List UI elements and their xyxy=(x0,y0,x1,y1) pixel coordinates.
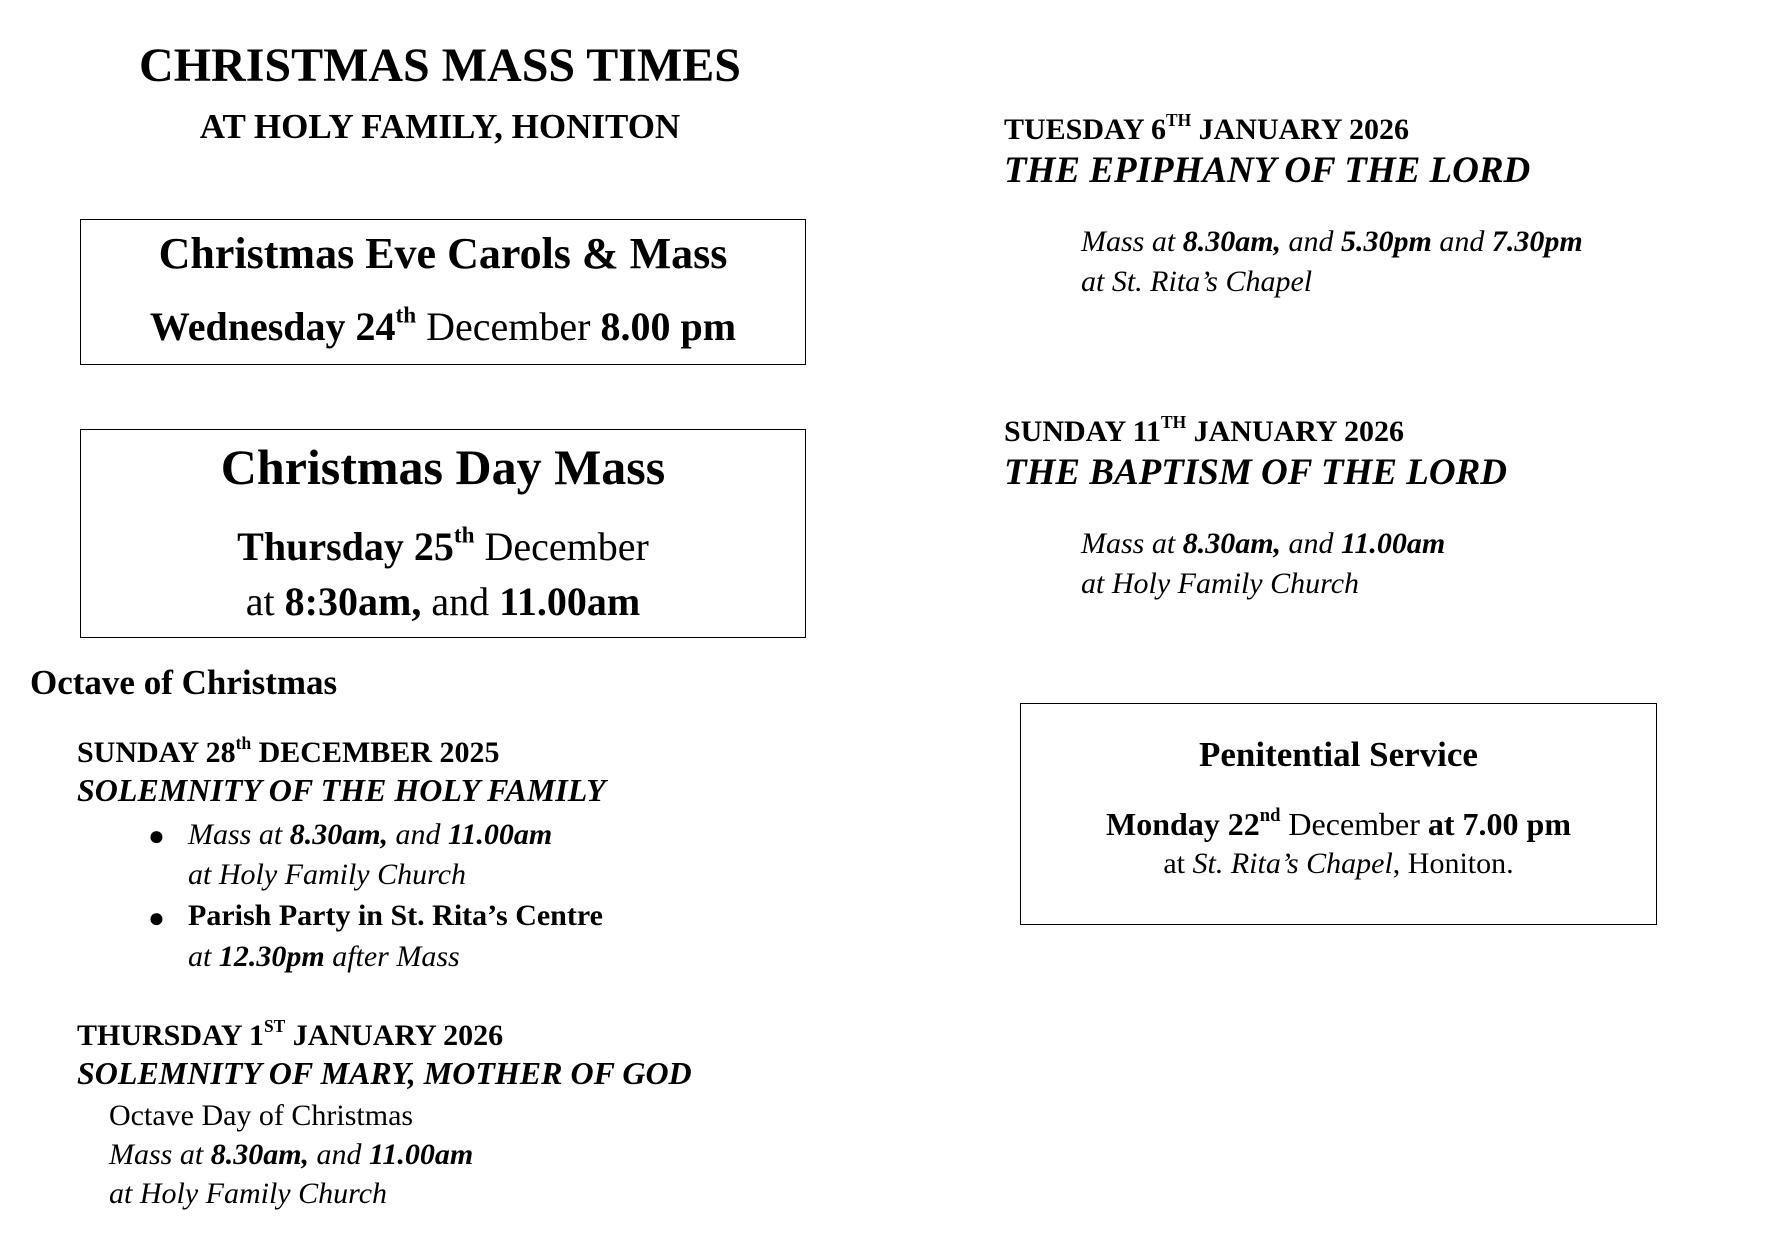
tuesday-jan-time2: 5.30pm xyxy=(1341,225,1432,258)
christmas-day-date xyxy=(81,522,805,572)
penitential-time: at 7.00 pm xyxy=(1427,806,1571,842)
tuesday-jan-mass-line xyxy=(1081,222,1583,261)
sunday-dec-date xyxy=(77,734,499,772)
sunday-dec-date-b: DECEMBER 2025 xyxy=(251,736,500,769)
parish-party-time-line xyxy=(188,937,460,976)
christmas-day-day: Thursday 25 xyxy=(237,524,454,569)
tuesday-jan-date xyxy=(1004,111,1409,149)
sunday-jan-date-b: JANUARY 2026 xyxy=(1186,415,1404,448)
parish-party-at: at xyxy=(188,940,219,973)
penitential-town: , Honiton. xyxy=(1392,847,1514,880)
page-subtitle: AT HOLY FAMILY, HONITON xyxy=(199,107,681,146)
sunday-dec-date-suffix: th xyxy=(235,732,252,753)
tuesday-jan-mass-at: Mass at xyxy=(1081,225,1183,258)
sunday-jan-place: at Holy Family Church xyxy=(1081,567,1360,600)
thursday-jan-date-b: JANUARY 2026 xyxy=(285,1019,504,1052)
sunday-dec-feast: SOLEMNITY OF THE HOLY FAMILY xyxy=(77,772,606,808)
octave-label: Octave of Christmas xyxy=(30,663,338,702)
christmas-day-heading: Christmas Day Mass xyxy=(220,439,666,495)
sunday-jan-time1: 8.30am, xyxy=(1182,527,1282,560)
tuesday-jan-place: at St. Rita’s Chapel xyxy=(1081,265,1313,298)
penitential-month: December xyxy=(1280,806,1428,842)
thursday-jan-and: and xyxy=(309,1138,370,1171)
thursday-jan-mass-line xyxy=(109,1135,473,1174)
penitential-heading: Penitential Service xyxy=(1199,735,1478,774)
page-title: CHRISTMAS MASS TIMES xyxy=(139,39,741,92)
christmas-day-at: at xyxy=(245,579,285,624)
penitential-at: at xyxy=(1163,847,1193,880)
tuesday-jan-time3: 7.30pm xyxy=(1491,225,1583,258)
penitential-day-suffix: nd xyxy=(1259,805,1281,827)
tuesday-jan-date-a: TUESDAY 6 xyxy=(1004,113,1166,146)
bullet-dot: ● xyxy=(148,821,165,852)
christmas-eve-time: 8.00 pm xyxy=(600,304,737,349)
sunday-dec-place: at Holy Family Church xyxy=(188,858,467,891)
christmas-eve-box xyxy=(80,219,806,365)
bullet-dot: ● xyxy=(148,903,165,934)
sunday-jan-mass-line xyxy=(1081,524,1445,563)
tuesday-jan-feast: THE EPIPHANY OF THE LORD xyxy=(1004,150,1531,191)
sunday-jan-date-a: SUNDAY 11 xyxy=(1004,415,1161,448)
thursday-jan-feast: SOLEMNITY OF MARY, MOTHER OF GOD xyxy=(77,1055,692,1091)
thursday-jan-place: at Holy Family Church xyxy=(109,1177,388,1210)
tuesday-jan-date-b: JANUARY 2026 xyxy=(1191,113,1409,146)
sunday-dec-date-a: SUNDAY 28 xyxy=(77,736,236,769)
thursday-jan-note: Octave Day of Christmas xyxy=(109,1099,414,1132)
thursday-jan-date-suffix: ST xyxy=(264,1015,286,1036)
sunday-dec-time1: 8.30am, xyxy=(289,818,389,851)
christmas-day-day-suffix: th xyxy=(453,522,475,549)
christmas-eve-datetime xyxy=(81,302,805,352)
sunday-jan-and: and xyxy=(1281,527,1342,560)
tuesday-jan-and2: and xyxy=(1431,225,1492,258)
tuesday-jan-date-suffix: TH xyxy=(1166,109,1192,130)
sunday-jan-mass-at: Mass at xyxy=(1081,527,1183,560)
christmas-day-box xyxy=(80,429,806,638)
christmas-day-time1: 8:30am, xyxy=(284,579,422,624)
christmas-eve-month: December xyxy=(416,304,601,349)
tuesday-jan-time1: 8.30am, xyxy=(1182,225,1282,258)
sunday-jan-time2: 11.00am xyxy=(1341,527,1446,560)
penitential-place: St. Rita’s Chapel xyxy=(1192,847,1393,880)
sunday-dec-mass-line xyxy=(188,815,552,854)
sunday-jan-date-suffix: TH xyxy=(1161,411,1187,432)
sunday-dec-time2: 11.00am xyxy=(448,818,553,851)
thursday-jan-date xyxy=(77,1017,503,1055)
christmas-eve-day-suffix: th xyxy=(395,302,417,329)
sunday-jan-feast: THE BAPTISM OF THE LORD xyxy=(1004,452,1508,493)
christmas-day-time2: 11.00am xyxy=(499,579,641,624)
penitential-service-box xyxy=(1020,703,1657,925)
christmas-eve-day: Wednesday 24 xyxy=(149,304,396,349)
thursday-jan-time1: 8.30am, xyxy=(210,1138,310,1171)
tuesday-jan-and1: and xyxy=(1281,225,1342,258)
christmas-day-and: and xyxy=(421,579,500,624)
thursday-jan-date-a: THURSDAY 1 xyxy=(77,1019,264,1052)
parish-party-after: after Mass xyxy=(324,940,460,973)
penitential-date-line xyxy=(1021,804,1656,844)
penitential-place-line xyxy=(1021,844,1656,884)
thursday-jan-time2: 11.00am xyxy=(369,1138,474,1171)
sunday-dec-and: and xyxy=(388,818,449,851)
thursday-jan-mass-at: Mass at xyxy=(109,1138,211,1171)
christmas-eve-heading: Christmas Eve Carols & Mass xyxy=(158,229,728,278)
parish-party-time: 12.30pm xyxy=(218,940,325,973)
christmas-day-month: December xyxy=(474,524,649,569)
parish-party-text: Parish Party in St. Rita’s Centre xyxy=(188,899,603,932)
sunday-dec-mass-at: Mass at xyxy=(188,818,290,851)
christmas-day-times xyxy=(81,577,805,627)
penitential-day: Monday 22 xyxy=(1105,806,1260,842)
sunday-jan-date xyxy=(1004,413,1404,451)
